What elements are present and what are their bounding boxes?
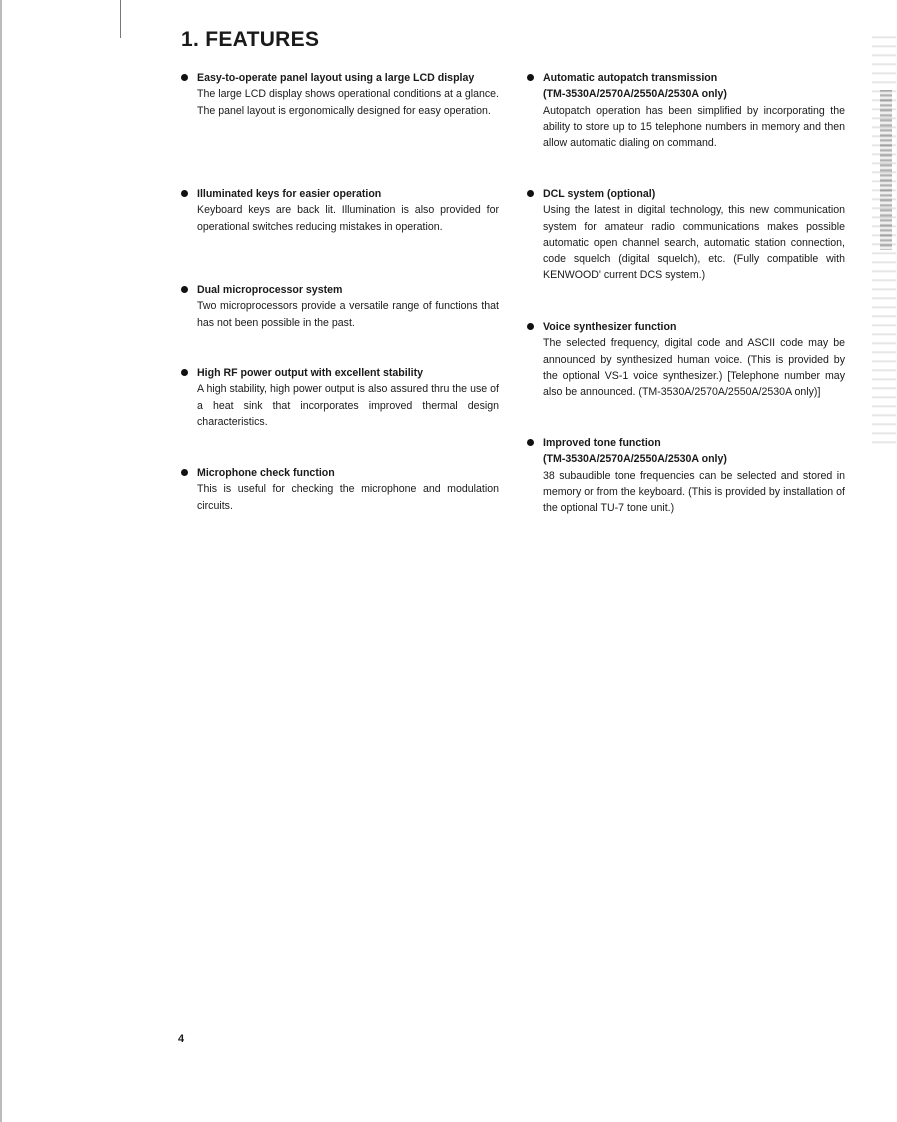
feature-heading: Improved tone function: [543, 437, 661, 449]
feature-subheading: (TM-3530A/2570A/2550A/2530A only): [543, 453, 727, 466]
bullet-icon: [181, 286, 188, 293]
feature-heading: DCL system (optional): [543, 188, 656, 200]
feature-illuminated-keys: [181, 186, 499, 235]
feature-text: 38 subaudible tone frequencies can be selected and stored in memory or from the keyboard. (This is provided by installation of the optional TU-7 tone unit.): [543, 469, 845, 515]
feature-heading: Microphone check function: [197, 467, 335, 479]
bullet-icon: [527, 74, 534, 81]
scan-edge: [0, 0, 2, 1122]
feature-text: Autopatch operation has been simplified by incorporating the ability to store up to 15 telephone numbers in memory and then allow automatic dialing on command.: [543, 104, 845, 150]
feature-dual-microprocessor: [181, 282, 499, 331]
feature-text: Using the latest in digital technology, this new communication system for amateur radio communications makes possible automatic open channel search, automatic station connection, code squelch (digital squelch), etc. (Fully compatible with KENWOOD' current DCS system.): [543, 204, 845, 282]
feature-heading: High RF power output with excellent stability: [197, 367, 424, 379]
feature-heading: Easy-to-operate panel layout using a large LCD display: [197, 72, 475, 84]
bullet-icon: [181, 74, 188, 81]
feature-voice-synthesizer: [527, 319, 845, 400]
page-title: 1. FEATURES: [181, 28, 320, 51]
page-number: 4: [178, 1033, 185, 1045]
feature-text: This is useful for checking the microphone and modulation circuits.: [197, 483, 499, 512]
feature-text: The large LCD display shows operational conditions at a glance. The panel layout is ergonomically designed for easy operation.: [197, 88, 499, 117]
feature-tone-function: [527, 435, 845, 516]
bullet-icon: [527, 439, 534, 446]
feature-text: A high stability, high power output is also assured thru the use of a heat sink that incorporates improved thermal design characteristics.: [197, 383, 499, 428]
feature-rf-power: [181, 365, 499, 430]
feature-autopatch: [527, 70, 845, 151]
scan-noise-dark: [880, 90, 892, 250]
feature-subheading: (TM-3530A/2570A/2550A/2530A only): [543, 88, 727, 101]
feature-dcl-system: [527, 186, 845, 284]
feature-heading: Dual microprocessor system: [197, 284, 343, 296]
feature-text: The selected frequency, digital code and ASCII code may be announced by synthesized human voice. (This is provided by the optional VS-1 voice synthesizer.) [Telephone number may also be announced. (TM-3530A/2570A/2550A/2530A only)]: [543, 337, 845, 399]
bullet-icon: [181, 369, 188, 376]
feature-heading: Illuminated keys for easier operation: [197, 188, 382, 200]
feature-lcd-display: [181, 70, 499, 119]
feature-text: Keyboard keys are back lit. Illumination is also provided for operational switches reducing mistakes in operation.: [197, 204, 499, 233]
feature-heading: Voice synthesizer function: [543, 321, 677, 333]
feature-microphone-check: [181, 465, 499, 514]
scan-mark: [120, 0, 121, 38]
feature-text: Two microprocessors provide a versatile range of functions that has not been possible in the past.: [197, 300, 499, 329]
feature-heading: Automatic autopatch transmission: [543, 72, 718, 84]
bullet-icon: [527, 190, 534, 197]
bullet-icon: [181, 469, 188, 476]
bullet-icon: [527, 323, 534, 330]
bullet-icon: [181, 190, 188, 197]
